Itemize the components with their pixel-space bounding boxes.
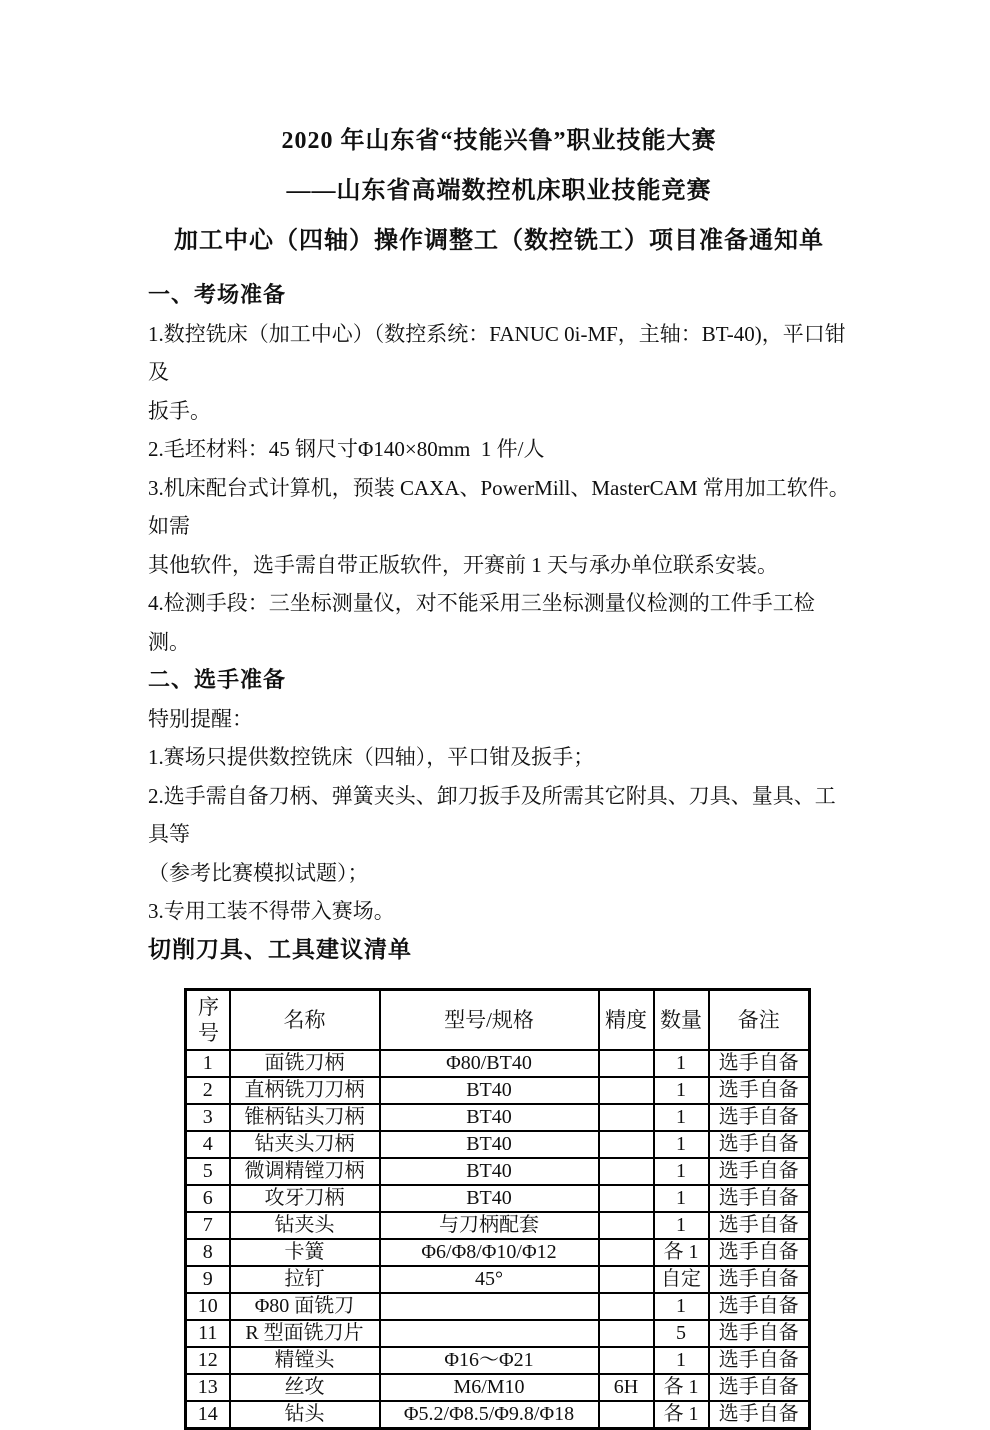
cell-precision [599,1239,654,1266]
cell-name: Φ80 面铣刀 [230,1293,380,1320]
cell-name: 卡簧 [230,1239,380,1266]
cell-seq: 8 [186,1239,230,1266]
cell-model: 45° [380,1266,599,1293]
col-header-seq: 序号 [186,990,230,1051]
cell-model: BT40 [380,1185,599,1212]
cell-qty: 各 1 [654,1239,709,1266]
cell-qty: 各 1 [654,1401,709,1429]
cell-qty: 自定 [654,1266,709,1293]
cell-remark: 选手自备 [709,1347,810,1374]
table-row [186,1320,810,1347]
col-header-qty: 数量 [654,990,709,1051]
cell-name: 钻夹头 [230,1212,380,1239]
cell-precision [599,1401,654,1429]
section2-line-4: （参考比赛模拟试题）； [148,860,369,885]
table-row [186,1239,810,1266]
cell-name: 直柄铣刀刀柄 [230,1077,380,1104]
tools-table [184,988,811,1430]
cell-model [380,1293,599,1320]
table-row [186,1077,810,1104]
cell-name: 面铣刀柄 [230,1050,380,1077]
table-title: 切削刀具、工具建议清单 [148,936,412,962]
cell-qty: 1 [654,1185,709,1212]
cell-precision [599,1158,654,1185]
cell-name: 拉钉 [230,1266,380,1293]
cell-qty: 1 [654,1347,709,1374]
cell-remark: 选手自备 [709,1239,810,1266]
cell-model: BT40 [380,1158,599,1185]
cell-seq: 1 [186,1050,230,1077]
cell-seq: 6 [186,1185,230,1212]
section1-line-2: 扳手。 [148,398,211,423]
cell-model: BT40 [380,1131,599,1158]
cell-precision [599,1266,654,1293]
table-row [186,1293,810,1320]
cell-qty: 1 [654,1158,709,1185]
cell-name: 攻牙刀柄 [230,1185,380,1212]
section2-line-1: 特别提醒： [148,706,253,731]
cell-seq: 10 [186,1293,230,1320]
cell-qty: 1 [654,1050,709,1077]
cell-remark: 选手自备 [709,1050,810,1077]
cell-model: Φ16～Φ21 [380,1347,599,1374]
section1-heading: 一、考场准备 [148,282,287,307]
cell-name: 钻头 [230,1401,380,1429]
cell-precision [599,1185,654,1212]
section2-line-2: 1.赛场只提供数控铣床（四轴），平口钳及扳手； [148,745,595,769]
table-row [186,1401,810,1429]
cell-remark: 选手自备 [709,1293,810,1320]
cell-model [380,1320,599,1347]
cell-precision [599,1050,654,1077]
section2-heading: 二、选手准备 [148,667,287,692]
cell-precision [599,1104,654,1131]
cell-seq: 5 [186,1158,230,1185]
cell-name: 精镗头 [230,1347,380,1374]
cell-model: BT40 [380,1077,599,1104]
table-row [186,1212,810,1239]
cell-qty: 1 [654,1212,709,1239]
cell-seq: 4 [186,1131,230,1158]
cell-seq: 2 [186,1077,230,1104]
cell-name: 锥柄钻头刀柄 [230,1104,380,1131]
cell-seq: 13 [186,1374,230,1401]
table-row [186,1158,810,1185]
doc-title-line3: 加工中心（四轴）操作调整工（数控铣工）项目准备通知单 [174,228,824,254]
cell-precision [599,1131,654,1158]
cell-qty: 各 1 [654,1374,709,1401]
cell-model: Φ6/Φ8/Φ10/Φ12 [380,1239,599,1266]
section1-line-4: 3.机床配台式计算机，预装 CAXA、PowerMill、MasterCAM 常用加工软件。如需 [148,475,850,538]
table-row [186,1374,810,1401]
table-row [186,1131,810,1158]
cell-seq: 7 [186,1212,230,1239]
cell-remark: 选手自备 [709,1185,810,1212]
doc-title-line2: ——山东省高端数控机床职业技能竞赛 [286,178,712,204]
cell-qty: 1 [654,1131,709,1158]
cell-seq: 11 [186,1320,230,1347]
cell-seq: 3 [186,1104,230,1131]
cell-qty: 1 [654,1293,709,1320]
cell-qty: 1 [654,1104,709,1131]
cell-remark: 选手自备 [709,1374,810,1401]
doc-title-line1: 2020 年山东省“技能兴鲁”职业技能大赛 [281,128,717,154]
col-header-model: 型号/规格 [380,990,599,1051]
table-row [186,1266,810,1293]
section2-line-3: 2.选手需自备刀柄、弹簧夹头、卸刀扳手及所需其它附具、刀具、量具、工具等 [148,783,836,846]
cell-seq: 9 [186,1266,230,1293]
cell-name: 钻夹头刀柄 [230,1131,380,1158]
cell-remark: 选手自备 [709,1320,810,1347]
cell-model: BT40 [380,1104,599,1131]
section1-line-3: 2.毛坯材料：45 钢尺寸Φ140×80mm 1 件/人 [148,437,545,461]
cell-name: 微调精镗刀柄 [230,1158,380,1185]
table-row [186,1185,810,1212]
cell-qty: 5 [654,1320,709,1347]
section1-line-5: 其他软件，选手需自带正版软件，开赛前 1 天与承办单位联系安装。 [148,552,778,577]
table-header-row [186,990,810,1051]
cell-remark: 选手自备 [709,1266,810,1293]
col-header-precision: 精度 [599,990,654,1051]
col-header-remark: 备注 [709,990,810,1051]
cell-precision [599,1347,654,1374]
cell-remark: 选手自备 [709,1158,810,1185]
cell-remark: 选手自备 [709,1131,810,1158]
cell-name: 丝攻 [230,1374,380,1401]
cell-seq: 12 [186,1347,230,1374]
cell-precision [599,1212,654,1239]
cell-remark: 选手自备 [709,1212,810,1239]
document-body [148,276,850,969]
cell-precision [599,1293,654,1320]
cell-remark: 选手自备 [709,1077,810,1104]
cell-seq: 14 [186,1401,230,1429]
cell-remark: 选手自备 [709,1401,810,1429]
col-header-name: 名称 [230,990,380,1051]
table-row [186,1050,810,1077]
section1-line-6: 4.检测手段：三坐标测量仪，对不能采用三坐标测量仪检测的工件手工检测。 [148,591,815,654]
section1-line-1: 1.数控铣床（加工中心）（数控系统：FANUC 0i-MF，主轴：BT-40)，平口钳及 [148,321,846,384]
cell-model: 与刀柄配套 [380,1212,599,1239]
cell-precision [599,1320,654,1347]
cell-remark: 选手自备 [709,1104,810,1131]
cell-qty: 1 [654,1077,709,1104]
table-row [186,1104,810,1131]
cell-model: M6/M10 [380,1374,599,1401]
cell-precision: 6H [599,1374,654,1401]
table-row [186,1347,810,1374]
cell-model: Φ5.2/Φ8.5/Φ9.8/Φ18 [380,1401,599,1429]
cell-name: R 型面铣刀片 [230,1320,380,1347]
section2-line-5: 3.专用工装不得带入赛场。 [148,899,395,923]
cell-precision [599,1077,654,1104]
cell-model: Φ80/BT40 [380,1050,599,1077]
